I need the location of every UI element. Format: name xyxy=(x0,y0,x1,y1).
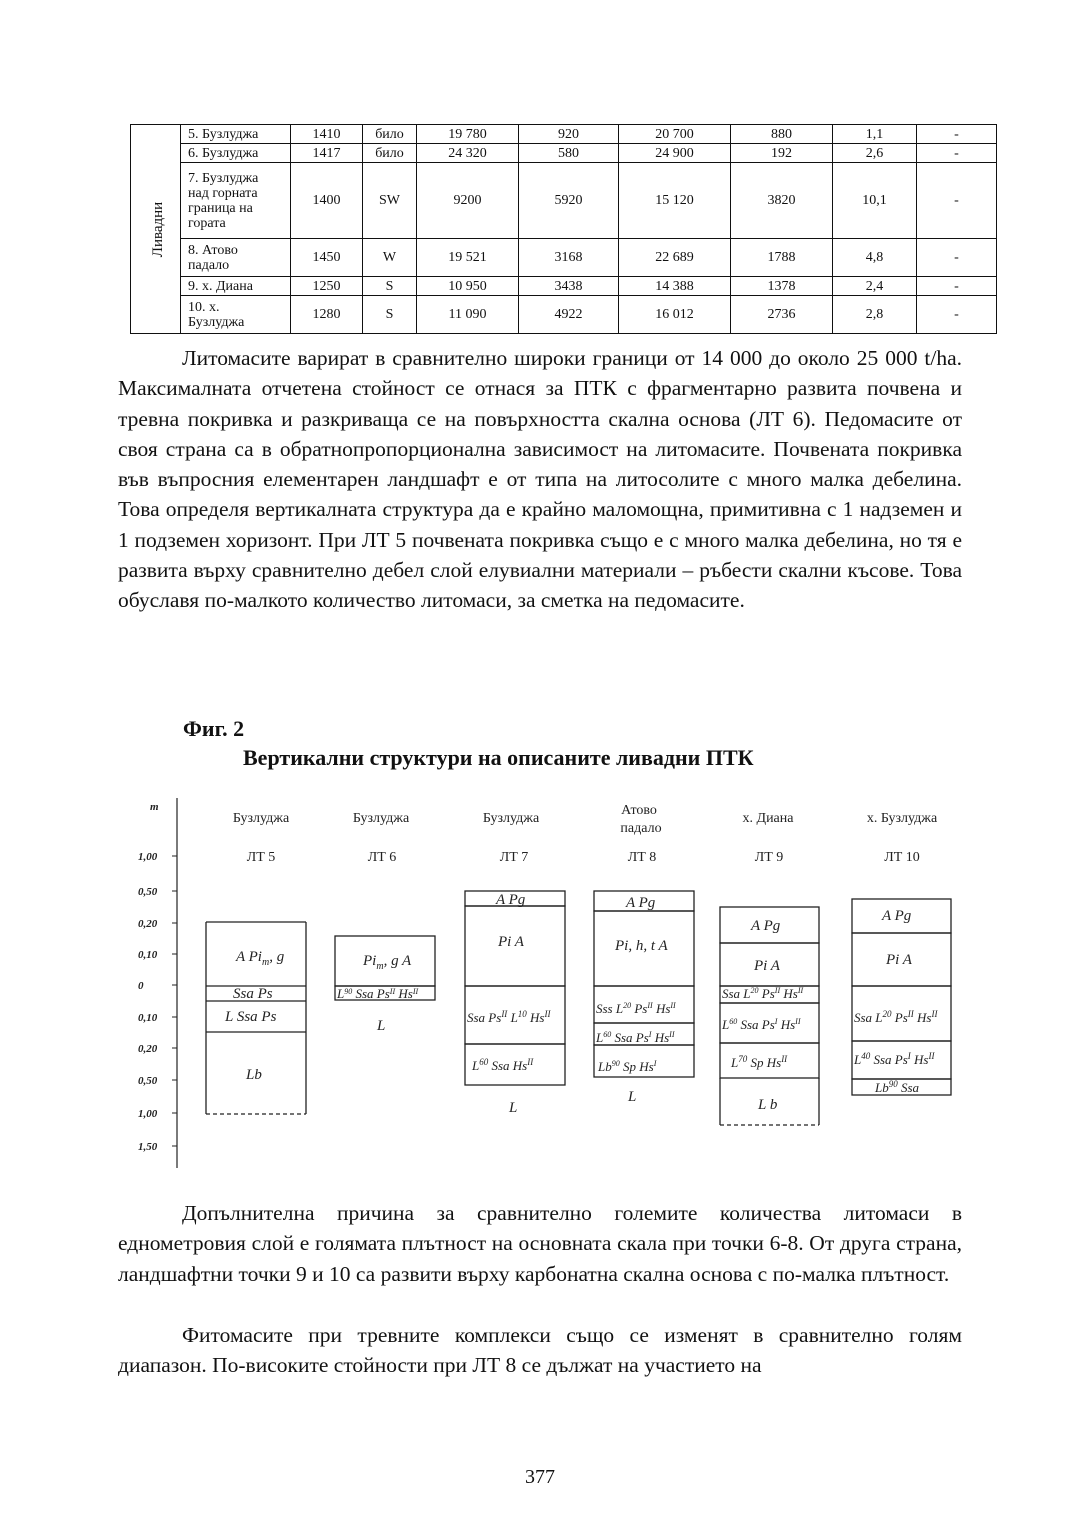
altitude-cell: 1400 xyxy=(291,163,363,239)
svg-text:L: L xyxy=(509,1100,518,1116)
svg-text:L Ssa Ps: L Ssa Ps xyxy=(225,1009,277,1025)
site-name-cell: 9. х. Диана xyxy=(181,277,291,296)
paragraph-2: Допълнителна причина за сравнително големите количества литомаси в еднометровия слой е голямата плътност на основната скала при точки 6-8. От друга страна, ландшафтни точки 9 и 10 са развити върху карбонатна скална основа с по-малка плътност. xyxy=(118,1201,962,1286)
pedo-cell: 3438 xyxy=(519,277,619,296)
profile-lt5 xyxy=(206,922,306,1114)
svg-text:Pi A: Pi A xyxy=(886,952,912,968)
svg-text:Ssa PsII L10 HsII: Ssa $Ps^{II}$ $L^{10}$ $Hs^{II}$ xyxy=(467,1009,551,1025)
svg-text:1,00: 1,00 xyxy=(138,851,158,863)
phyto-cell: 1788 xyxy=(731,239,833,277)
svg-text:L70 Sp HsII: $L^{70}$ Sp $Hs^{II}$ xyxy=(731,1054,788,1070)
svg-text:Pi A: Pi A xyxy=(498,934,524,950)
lito-cell: 10 950 xyxy=(417,277,519,296)
table-row xyxy=(131,163,997,239)
ratio-cell: 2,4 xyxy=(833,277,917,296)
axis-tick-5 xyxy=(138,980,177,992)
profile-lt8 xyxy=(594,891,694,1105)
total-cell: 22 689 xyxy=(619,239,731,277)
site-name-cell: 5. Бузлуджа xyxy=(181,125,291,144)
data-table xyxy=(130,124,997,334)
column-6-place: х. Бузлуджа xyxy=(866,811,938,826)
column-1-lt: ЛТ 5 xyxy=(246,850,276,865)
page-number: 377 xyxy=(525,1466,555,1488)
svg-text:0,50: 0,50 xyxy=(138,886,158,898)
note-cell: - xyxy=(917,277,997,296)
svg-text:Pi A: Pi A xyxy=(754,958,780,974)
note-cell: - xyxy=(917,125,997,144)
svg-text:L90 Ssa PsII HsII: $L^{90}$ Ssa $Ps^{II}$ $Hs^{II}$ xyxy=(337,986,419,1001)
ratio-cell: 10,1 xyxy=(833,163,917,239)
figure-label: Фиг. 2 xyxy=(183,716,245,741)
svg-text:0,20: 0,20 xyxy=(138,1043,158,1055)
note-cell: - xyxy=(917,163,997,239)
altitude-cell: 1410 xyxy=(291,125,363,144)
exposure-cell: било xyxy=(363,125,417,144)
paragraph-1: Литомасите варират в сравнително широки граници от 14 000 до около 25 000 t/ha. Максималната отчетена стойност се отнася за ПТК с фрагментарно развита почвена и тревна покривка и разкриваща се на повърхността скална основа (ЛТ 6). Педомасите от своя страна са в обратнопропорционална зависимост на литомасите. Почвената покривка във въпросния елементарен ландшафт е от типа на литосолите с много малка дебелина. Това определя вертикалната структура да е крайно маломощна, примитивна с 1 надземен и 1 подземен хоризонт. При ЛТ 5 почвената покривка също е с много малка дебелина, но тя е развита върху сравнително дебел слой елувиални материали – ръбести скални късове. Това обуславя по-малкото количество литомаси, за сметка на педомасите. xyxy=(118,346,962,613)
exposure-cell: S xyxy=(363,277,417,296)
row-group-label: Ливадни xyxy=(131,125,181,334)
lito-cell: 9200 xyxy=(417,163,519,239)
profile-lt6 xyxy=(335,936,435,1034)
svg-text:Sss L20 PsII HsII: Sss $L^{20}$ $Ps^{II}$ $Hs^{II}$ xyxy=(596,1001,676,1016)
table-row xyxy=(131,125,997,144)
pedo-cell: 580 xyxy=(519,144,619,163)
exposure-cell: SW xyxy=(363,163,417,239)
svg-text:Lb: Lb xyxy=(246,1067,262,1083)
total-cell: 24 900 xyxy=(619,144,731,163)
svg-text:0,10: 0,10 xyxy=(138,949,158,961)
table-row xyxy=(131,277,997,296)
svg-text:Lb90 Ssa: Lb$^{90}$ Ssa xyxy=(875,1079,920,1095)
axis-tick-3 xyxy=(138,918,177,930)
column-3-lt: ЛТ 7 xyxy=(499,850,529,865)
svg-text:A Pg: A Pg xyxy=(626,895,656,911)
exposure-cell: S xyxy=(363,296,417,334)
total-cell: 15 120 xyxy=(619,163,731,239)
column-6-lt: ЛТ 10 xyxy=(884,850,920,865)
svg-text:1,50: 1,50 xyxy=(138,1141,158,1153)
svg-text:0,10: 0,10 xyxy=(138,1012,158,1024)
site-name-cell: 8. Атово падало xyxy=(181,239,291,277)
svg-text:Ssa L20 PsII HsII: Ssa $L^{20}$ $Ps^{II}$ $Hs^{II}$ xyxy=(854,1009,938,1025)
svg-text:0,20: 0,20 xyxy=(138,918,158,930)
altitude-cell: 1450 xyxy=(291,239,363,277)
svg-text:A Pg: A Pg xyxy=(496,892,526,908)
site-name-cell: 7. Бузлуджа над горната граница на гората xyxy=(181,163,291,239)
svg-text:L: L xyxy=(377,1018,386,1034)
altitude-cell: 1417 xyxy=(291,144,363,163)
svg-text:A Pg: A Pg xyxy=(882,908,912,924)
svg-text:Lb90 Sp HsI: Lb$^{90}$ Sp $Hs^I$ xyxy=(598,1059,657,1074)
svg-text:1,00: 1,00 xyxy=(138,1108,158,1120)
column-4-place-line-2: падало xyxy=(620,821,662,836)
figure-title: Вертикални структури на описаните ливадни ПТК xyxy=(243,745,754,770)
column-4-lt: ЛТ 8 xyxy=(627,850,657,865)
axis-tick-9 xyxy=(138,1108,177,1120)
profile-lt9 xyxy=(720,907,819,1125)
table-row xyxy=(131,296,997,334)
svg-text:L60 Ssa PsI HsII: $L^{60}$ Ssa $Ps^I$ $Hs^{II}$ xyxy=(722,1017,801,1032)
total-cell: 20 700 xyxy=(619,125,731,144)
pedo-cell: 4922 xyxy=(519,296,619,334)
pedo-cell: 3168 xyxy=(519,239,619,277)
axis-tick-2 xyxy=(138,886,177,898)
svg-text:L b: L b xyxy=(758,1097,778,1113)
column-5-place: х. Диана xyxy=(742,811,794,826)
svg-text:A Pg: A Pg xyxy=(751,918,781,934)
column-5-lt: ЛТ 9 xyxy=(754,850,784,865)
svg-text:Pi, h, t A: Pi, h, t A xyxy=(615,938,668,954)
column-4-place-line-1: Атово xyxy=(621,803,657,818)
ratio-cell: 2,6 xyxy=(833,144,917,163)
phyto-cell: 2736 xyxy=(731,296,833,334)
pedo-cell: 920 xyxy=(519,125,619,144)
lito-cell: 19 521 xyxy=(417,239,519,277)
lito-cell: 19 780 xyxy=(417,125,519,144)
lito-cell: 24 320 xyxy=(417,144,519,163)
axis-unit: m xyxy=(150,801,159,813)
column-3-place: Бузлуджа xyxy=(482,811,540,826)
phyto-cell: 192 xyxy=(731,144,833,163)
column-2-lt: ЛТ 6 xyxy=(367,850,397,865)
note-cell: - xyxy=(917,296,997,334)
exposure-cell: W xyxy=(363,239,417,277)
note-cell: - xyxy=(917,239,997,277)
total-cell: 16 012 xyxy=(619,296,731,334)
site-name-cell: 6. Бузлуджа xyxy=(181,144,291,163)
profile-lt7 xyxy=(465,891,565,1116)
svg-text:Ssa Ps: Ssa Ps xyxy=(233,986,273,1002)
axis-tick-8 xyxy=(138,1075,177,1087)
phyto-cell: 3820 xyxy=(731,163,833,239)
svg-text:0: 0 xyxy=(138,980,144,992)
axis-tick-4 xyxy=(138,949,177,961)
phyto-cell: 880 xyxy=(731,125,833,144)
pedo-cell: 5920 xyxy=(519,163,619,239)
svg-text:0,50: 0,50 xyxy=(138,1075,158,1087)
svg-text:L40 Ssa PsI HsII: $L^{40}$ Ssa $Ps^I$ $Hs^{II}$ xyxy=(854,1051,935,1067)
svg-text:L: L xyxy=(628,1089,637,1105)
svg-text:L60 Ssa HsII: $L^{60}$ Ssa $Hs^{II}$ xyxy=(472,1057,534,1073)
column-2-place: Бузлуджа xyxy=(352,811,410,826)
altitude-cell: 1280 xyxy=(291,296,363,334)
svg-text:A Pim, g: A $Pi_m$, g xyxy=(236,949,285,968)
phyto-cell: 1378 xyxy=(731,277,833,296)
svg-text:Pim, g A: $Pi_m$, g A xyxy=(363,953,412,972)
axis-tick-10 xyxy=(138,1141,177,1153)
site-name-cell: 10. х. Бузлуджа xyxy=(181,296,291,334)
ratio-cell: 2,8 xyxy=(833,296,917,334)
note-cell: - xyxy=(917,144,997,163)
table-row xyxy=(131,144,997,163)
axis-tick-7 xyxy=(138,1043,177,1055)
exposure-cell: било xyxy=(363,144,417,163)
ratio-cell: 1,1 xyxy=(833,125,917,144)
paragraph-3: Фитомасите при тревните комплекси също се изменят в сравнително голям диапазон. По-високите стойности при ЛТ 8 се дължат на участието на xyxy=(118,1323,962,1378)
axis-tick-1 xyxy=(138,851,177,863)
axis-tick-6 xyxy=(138,1012,177,1024)
profile-lt10 xyxy=(852,899,951,1095)
altitude-cell: 1250 xyxy=(291,277,363,296)
column-1-place: Бузлуджа xyxy=(232,811,290,826)
total-cell: 14 388 xyxy=(619,277,731,296)
ratio-cell: 4,8 xyxy=(833,239,917,277)
svg-text:Ssa L20 PsII HsII: Ssa $L^{20}$ $Ps^{II}$ $Hs^{II}$ xyxy=(722,986,804,1001)
table-row xyxy=(131,239,997,277)
vertical-structure-figure xyxy=(0,790,1080,1180)
svg-text:L60 Ssa PsI HsII: $L^{60}$ Ssa $Ps^I$ $Hs^{II}$ xyxy=(596,1030,675,1045)
lito-cell: 11 090 xyxy=(417,296,519,334)
